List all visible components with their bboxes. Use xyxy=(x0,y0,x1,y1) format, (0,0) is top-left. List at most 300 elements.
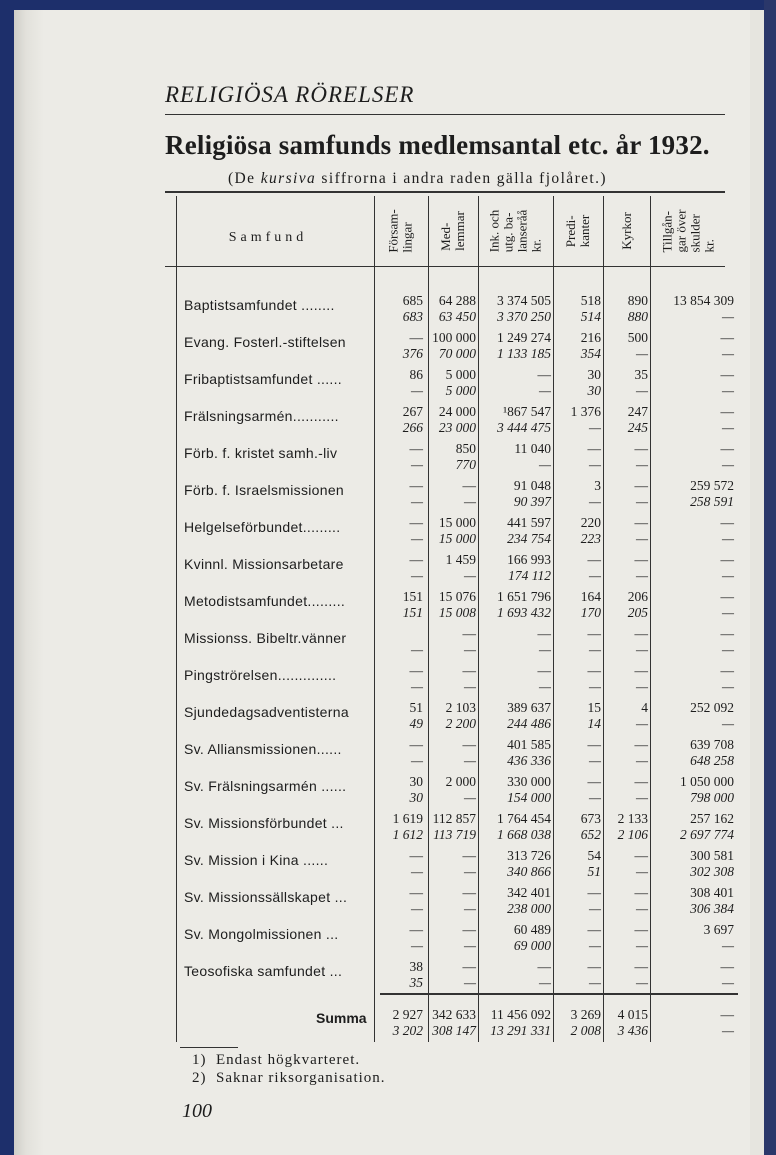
row-name: Förb. f. kristet samh.-liv xyxy=(184,445,338,461)
column-rule xyxy=(374,196,375,1042)
cell-previous-year: 3 370 250 xyxy=(497,309,551,324)
footnote-1-text: Endast högkvarteret. xyxy=(216,1052,361,1068)
cell-previous-year: 35 xyxy=(409,975,423,990)
cell-previous-year: — xyxy=(410,901,423,916)
cell-previous-year: — xyxy=(635,901,648,916)
row-name: Sv. Missionssällskapet ... xyxy=(184,889,348,905)
column-rule xyxy=(428,196,429,1042)
column-rule xyxy=(478,196,479,1042)
summa-current: 4 015 xyxy=(617,1007,648,1022)
cell-previous-year: 652 xyxy=(580,827,601,842)
row-name: Sv. Missionsförbundet ... xyxy=(184,815,344,831)
cell-previous-year: 151 xyxy=(402,605,423,620)
cell-current: — xyxy=(409,441,423,456)
column-header-medlemmar xyxy=(428,198,478,264)
page-number: 100 xyxy=(182,1100,212,1122)
row-name: Pingströrelsen.............. xyxy=(184,667,337,683)
cell-current: — xyxy=(409,515,423,530)
cell-previous-year: 174 112 xyxy=(508,568,551,583)
cell-current: 1 249 274 xyxy=(497,330,551,345)
cell-previous-year: — xyxy=(635,346,648,361)
cell-previous-year: — xyxy=(538,383,551,398)
cell-previous-year: — xyxy=(635,716,648,731)
cell-previous-year: — xyxy=(721,531,734,546)
cell-previous-year: 49 xyxy=(409,716,423,731)
column-header-line: kr. xyxy=(528,238,544,253)
cell-previous-year: 14 xyxy=(587,716,601,731)
cell-previous-year: 258 591 xyxy=(690,494,734,509)
cell-current: — xyxy=(634,737,648,752)
cell-previous-year: — xyxy=(635,679,648,694)
footnote-2 xyxy=(192,1070,386,1087)
cell-current: 1 459 xyxy=(445,552,476,567)
column-header-f-rsamlingar xyxy=(374,198,428,264)
cell-previous-year: — xyxy=(721,938,734,953)
summa-rule xyxy=(380,993,738,995)
cell-previous-year: 340 866 xyxy=(507,864,551,879)
cell-current: 518 xyxy=(580,293,601,308)
cell-previous-year: 245 xyxy=(627,420,648,435)
cell-previous-year: — xyxy=(635,753,648,768)
cell-current: — xyxy=(462,478,476,493)
cell-previous-year: — xyxy=(463,901,476,916)
cell-current: 252 092 xyxy=(690,700,734,715)
cell-previous-year: 70 000 xyxy=(438,346,476,361)
column-header-line: Tillgån- xyxy=(658,211,674,253)
cell-current: — xyxy=(720,959,734,974)
subtitle-italic: kursiva xyxy=(260,170,317,187)
cell-previous-year: — xyxy=(635,938,648,953)
column-header-line: skulder xyxy=(686,214,702,253)
cell-current: — xyxy=(720,626,734,641)
cell-current: — xyxy=(462,663,476,678)
cell-previous-year: 15 000 xyxy=(438,531,476,546)
column-header-kyrkor xyxy=(603,198,650,264)
cell-current: 15 000 xyxy=(438,515,476,530)
cell-current: — xyxy=(634,774,648,789)
cell-previous-year: 51 xyxy=(587,864,601,879)
column-header-label xyxy=(387,209,415,252)
column-header-line: gar över xyxy=(672,209,688,253)
cell-previous-year: — xyxy=(410,457,423,472)
cell-previous-year: — xyxy=(588,975,601,990)
cell-current: 639 708 xyxy=(690,737,734,752)
cell-current: 24 000 xyxy=(438,404,476,419)
cell-current: — xyxy=(634,478,648,493)
cell-current: 401 585 xyxy=(507,737,551,752)
cell-current: 206 xyxy=(627,589,648,604)
cell-previous-year: — xyxy=(721,716,734,731)
cell-current: — xyxy=(720,367,734,382)
cell-current: — xyxy=(720,663,734,678)
cell-previous-year: 1 693 432 xyxy=(497,605,551,620)
cell-previous-year: 23 000 xyxy=(438,420,476,435)
row-name: Sv. Alliansmissionen...... xyxy=(184,741,342,757)
footnote-2-mark: 2) xyxy=(192,1070,207,1086)
table-top-rule xyxy=(165,191,725,193)
cell-current: 257 162 xyxy=(690,811,734,826)
cell-current: — xyxy=(587,774,601,789)
cell-current: 220 xyxy=(580,515,601,530)
cell-current: 500 xyxy=(627,330,648,345)
column-header-line: Kyrkor xyxy=(618,212,634,250)
cell-previous-year: — xyxy=(721,642,734,657)
cell-previous-year: 3 444 475 xyxy=(497,420,551,435)
cell-current: — xyxy=(587,959,601,974)
cell-current: — xyxy=(462,848,476,863)
table-header-rule xyxy=(165,266,725,267)
cell-current: 2 103 xyxy=(445,700,476,715)
cell-current: — xyxy=(409,922,423,937)
cell-previous-year: — xyxy=(410,864,423,879)
footnote-1 xyxy=(192,1052,360,1069)
column-header-label xyxy=(660,210,716,253)
cell-previous-year: — xyxy=(721,605,734,620)
cell-current: 685 xyxy=(402,293,423,308)
column-header-label xyxy=(619,212,633,250)
cell-previous-year: — xyxy=(538,679,551,694)
cell-previous-year: 30 xyxy=(409,790,423,805)
column-rule xyxy=(553,196,554,1042)
cell-previous-year: 266 xyxy=(402,420,423,435)
cell-current: — xyxy=(634,552,648,567)
cell-current: 247 xyxy=(627,404,648,419)
cell-previous-year: — xyxy=(463,790,476,805)
cell-previous-year: — xyxy=(635,383,648,398)
cell-current: — xyxy=(462,885,476,900)
row-name: Sv. Frälsningsarmén ...... xyxy=(184,778,347,794)
cell-current: — xyxy=(720,404,734,419)
cell-previous-year: 113 719 xyxy=(433,827,476,842)
cell-current: — xyxy=(409,848,423,863)
cell-current: 342 401 xyxy=(507,885,551,900)
cell-current: — xyxy=(537,626,551,641)
cell-previous-year: 436 336 xyxy=(507,753,551,768)
column-header-predikanter xyxy=(553,198,603,264)
cell-previous-year: — xyxy=(410,938,423,953)
cell-current: 3 374 505 xyxy=(497,293,551,308)
cell-previous-year: — xyxy=(635,457,648,472)
row-name: Sv. Mission i Kina ...... xyxy=(184,852,329,868)
row-name: Helgelseförbundet......... xyxy=(184,519,341,535)
summa-previous-year: 3 436 xyxy=(617,1023,648,1038)
cell-previous-year: — xyxy=(463,642,476,657)
page-title: Religiösa samfunds medlemsantal etc. år 1932. xyxy=(165,130,710,160)
cell-previous-year: — xyxy=(538,642,551,657)
cell-current: — xyxy=(720,552,734,567)
cell-current: — xyxy=(587,922,601,937)
cell-current: 13 854 309 xyxy=(673,293,734,308)
cell-current: — xyxy=(720,330,734,345)
cell-current: 30 xyxy=(587,367,601,382)
column-header-line: lanseråå xyxy=(514,209,530,253)
cell-current: — xyxy=(537,663,551,678)
cell-previous-year: — xyxy=(721,383,734,398)
cell-current: 1 651 796 xyxy=(497,589,551,604)
cell-current: 850 xyxy=(455,441,476,456)
cell-current: — xyxy=(409,663,423,678)
cell-current: — xyxy=(634,663,648,678)
cell-current: — xyxy=(409,885,423,900)
cell-previous-year: 306 384 xyxy=(690,901,734,916)
cell-previous-year: — xyxy=(588,679,601,694)
cell-current: — xyxy=(634,848,648,863)
cell-current: 2 133 xyxy=(617,811,648,826)
cell-current: 164 xyxy=(580,589,601,604)
cell-current: — xyxy=(537,367,551,382)
cell-current: — xyxy=(537,959,551,974)
cell-current: — xyxy=(634,515,648,530)
cell-current: 30 xyxy=(409,774,423,789)
column-header-line: Med- xyxy=(438,222,453,251)
running-head: RELIGIÖSA RÖRELSER xyxy=(165,82,415,107)
cell-previous-year: — xyxy=(463,679,476,694)
cell-current: 313 726 xyxy=(507,848,551,863)
cell-current: 2 000 xyxy=(445,774,476,789)
row-name: Kvinnl. Missionsarbetare xyxy=(184,556,344,572)
column-header-tillg-ngar-ver-skulder-kr xyxy=(650,198,726,264)
summa-current: — xyxy=(720,1007,734,1022)
row-name: Fribaptistsamfundet ...... xyxy=(184,371,342,387)
row-name: Teosofiska samfundet ... xyxy=(184,963,343,979)
cell-previous-year: — xyxy=(635,494,648,509)
cell-current: — xyxy=(409,552,423,567)
cell-previous-year: 2 697 774 xyxy=(680,827,734,842)
cell-previous-year: 1 612 xyxy=(392,827,423,842)
cell-previous-year: — xyxy=(410,679,423,694)
cell-previous-year: 1 668 038 xyxy=(497,827,551,842)
row-name: Sjundedagsadventisterna xyxy=(184,704,349,720)
cell-previous-year: — xyxy=(410,753,423,768)
cell-current: 1 764 454 xyxy=(497,811,551,826)
cell-current: 64 288 xyxy=(438,293,476,308)
cell-previous-year: — xyxy=(410,494,423,509)
cell-previous-year: 170 xyxy=(580,605,601,620)
cell-previous-year: — xyxy=(635,568,648,583)
summa-current: 2 927 xyxy=(392,1007,423,1022)
summa-previous-year: 13 291 331 xyxy=(490,1023,551,1038)
column-header-line: utg. ba- xyxy=(500,212,516,253)
cell-current: 151 xyxy=(402,589,423,604)
cell-current: 1 050 000 xyxy=(680,774,734,789)
subtitle-after: siffrorna i andra raden gälla fjolåret.) xyxy=(316,170,607,187)
cell-current: — xyxy=(634,885,648,900)
cell-previous-year: 1 133 185 xyxy=(497,346,551,361)
cell-previous-year: 244 486 xyxy=(507,716,551,731)
column-header-line: lingar xyxy=(400,222,415,253)
summa-previous-year: 3 202 xyxy=(392,1023,423,1038)
footnote-2-text: Saknar riksorganisation. xyxy=(216,1070,386,1086)
summa-current: 342 633 xyxy=(432,1007,476,1022)
cell-previous-year: — xyxy=(463,568,476,583)
cell-previous-year: 30 xyxy=(587,383,601,398)
cell-current: 35 xyxy=(634,367,648,382)
cell-current: — xyxy=(587,626,601,641)
summa-label: Summa xyxy=(316,1010,367,1026)
cell-previous-year: — xyxy=(721,679,734,694)
cell-current: 38 xyxy=(409,959,423,974)
cell-previous-year: — xyxy=(463,494,476,509)
cell-previous-year: — xyxy=(588,790,601,805)
row-name: Frälsningsarmén........... xyxy=(184,408,339,424)
samfund-column-header: Samfund xyxy=(228,230,308,245)
cell-current: 259 572 xyxy=(690,478,734,493)
column-rule xyxy=(650,196,651,1042)
cell-previous-year: 234 754 xyxy=(507,531,551,546)
cell-previous-year: — xyxy=(538,975,551,990)
cell-previous-year: — xyxy=(410,642,423,657)
cell-previous-year: — xyxy=(463,864,476,879)
cell-current: 4 xyxy=(641,700,648,715)
cell-current: — xyxy=(634,959,648,974)
cell-previous-year: 514 xyxy=(580,309,601,324)
column-header-line: lemmar xyxy=(452,211,467,251)
cell-previous-year: 2 200 xyxy=(445,716,476,731)
cell-current: 51 xyxy=(409,700,423,715)
cell-previous-year: — xyxy=(463,975,476,990)
cell-current: 308 401 xyxy=(690,885,734,900)
cell-previous-year: 63 450 xyxy=(438,309,476,324)
column-header-line: kr. xyxy=(700,239,716,253)
cell-previous-year: — xyxy=(588,494,601,509)
cell-previous-year: — xyxy=(635,790,648,805)
cell-previous-year: — xyxy=(721,568,734,583)
cell-previous-year: — xyxy=(588,753,601,768)
cell-current: — xyxy=(587,663,601,678)
cell-current: 11 040 xyxy=(514,441,551,456)
cell-current: 60 489 xyxy=(513,922,551,937)
cell-current: 1 619 xyxy=(392,811,423,826)
cell-previous-year: — xyxy=(538,457,551,472)
cell-current: — xyxy=(409,330,423,345)
column-header-line: Predi- xyxy=(562,215,578,248)
cell-previous-year: 205 xyxy=(627,605,648,620)
cell-previous-year: 376 xyxy=(402,346,423,361)
cell-current: 890 xyxy=(627,293,648,308)
cell-previous-year: — xyxy=(588,420,601,435)
cell-current: 112 857 xyxy=(432,811,476,826)
row-name: Missionss. Bibeltr.vänner xyxy=(184,630,347,646)
column-header-label xyxy=(487,210,543,253)
cell-current: — xyxy=(462,737,476,752)
cell-current: 3 697 xyxy=(703,922,734,937)
column-header-line: Ink. och xyxy=(486,209,502,253)
cell-current: 267 xyxy=(402,404,423,419)
column-header-label xyxy=(439,211,467,251)
cell-previous-year: — xyxy=(721,457,734,472)
cell-current: — xyxy=(634,922,648,937)
cell-previous-year: 354 xyxy=(580,346,601,361)
table-left-rule xyxy=(176,196,177,1042)
summa-current: 11 456 092 xyxy=(490,1007,551,1022)
cell-current: — xyxy=(409,737,423,752)
cell-current: 330 000 xyxy=(507,774,551,789)
cell-previous-year: 880 xyxy=(627,309,648,324)
cell-current: 441 597 xyxy=(507,515,551,530)
cell-previous-year: 302 308 xyxy=(690,864,734,879)
cell-previous-year: — xyxy=(635,642,648,657)
cell-previous-year: 223 xyxy=(580,531,601,546)
cell-current: 3 xyxy=(594,478,601,493)
summa-previous-year: 308 147 xyxy=(432,1023,476,1038)
cell-previous-year: 2 106 xyxy=(617,827,648,842)
cell-current: — xyxy=(409,478,423,493)
column-rule xyxy=(603,196,604,1042)
cell-previous-year: 683 xyxy=(402,309,423,324)
book-gutter xyxy=(14,10,44,1155)
cell-current: 15 xyxy=(587,700,601,715)
cell-current: — xyxy=(462,959,476,974)
subtitle xyxy=(228,170,607,188)
cell-previous-year: — xyxy=(588,938,601,953)
cell-previous-year: — xyxy=(721,975,734,990)
cell-current: 15 076 xyxy=(438,589,476,604)
subtitle-before: (De xyxy=(228,170,261,187)
cell-previous-year: — xyxy=(410,568,423,583)
cell-previous-year: — xyxy=(588,642,601,657)
column-header-ink-och-utg-balanser-kr xyxy=(478,198,553,264)
summa-previous-year: — xyxy=(721,1023,734,1038)
cell-current: 300 581 xyxy=(690,848,734,863)
cell-previous-year: 154 000 xyxy=(507,790,551,805)
cell-previous-year: 648 258 xyxy=(690,753,734,768)
cell-previous-year: 798 000 xyxy=(690,790,734,805)
cell-current: — xyxy=(720,441,734,456)
cell-current: — xyxy=(634,441,648,456)
cell-current: — xyxy=(587,885,601,900)
cell-current: — xyxy=(720,589,734,604)
cell-previous-year: — xyxy=(635,864,648,879)
cell-current: 100 000 xyxy=(432,330,476,345)
cell-previous-year: — xyxy=(410,531,423,546)
book-edge xyxy=(764,0,776,1155)
cell-current: — xyxy=(587,552,601,567)
cell-previous-year: — xyxy=(463,938,476,953)
cell-previous-year: 15 008 xyxy=(438,605,476,620)
cell-previous-year: — xyxy=(721,309,734,324)
cell-previous-year: — xyxy=(588,568,601,583)
footnote-rule xyxy=(180,1047,238,1048)
cell-previous-year: — xyxy=(463,753,476,768)
summa-previous-year: 2 008 xyxy=(570,1023,601,1038)
footnote-1-mark: 1) xyxy=(192,1052,207,1068)
row-name: Baptistsamfundet ........ xyxy=(184,297,335,313)
column-header-label xyxy=(564,215,592,247)
cell-current: — xyxy=(462,626,476,641)
cell-previous-year: 770 xyxy=(455,457,476,472)
cell-previous-year: — xyxy=(721,346,734,361)
cell-current: 166 993 xyxy=(507,552,551,567)
cell-previous-year: 238 000 xyxy=(507,901,551,916)
row-name: Metodistsamfundet......... xyxy=(184,593,346,609)
cell-current: — xyxy=(587,737,601,752)
row-name: Evang. Fosterl.-stiftelsen xyxy=(184,334,346,350)
cell-current: 86 xyxy=(409,367,423,382)
cell-previous-year: — xyxy=(410,383,423,398)
cell-previous-year: 5 000 xyxy=(445,383,476,398)
cell-current: — xyxy=(462,922,476,937)
cell-current: 54 xyxy=(587,848,601,863)
running-head-rule xyxy=(165,114,725,115)
row-name: Sv. Mongolmissionen ... xyxy=(184,926,339,942)
cell-current: 91 048 xyxy=(513,478,551,493)
cell-previous-year: — xyxy=(588,901,601,916)
cell-current: 5 000 xyxy=(445,367,476,382)
cell-current: — xyxy=(634,626,648,641)
cell-current: — xyxy=(720,515,734,530)
column-header-line: Försam- xyxy=(386,209,401,253)
row-name: Förb. f. Israelsmissionen xyxy=(184,482,344,498)
